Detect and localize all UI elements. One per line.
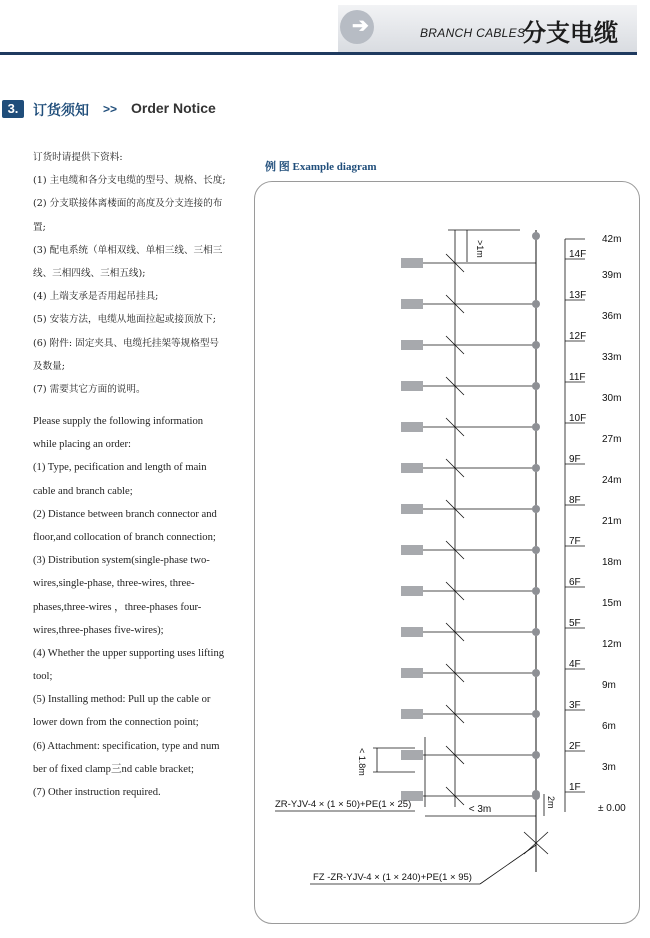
notice-line: (5) Installing method: Pull up the cable or xyxy=(33,694,211,706)
floor-label: 11F xyxy=(569,372,586,383)
connector-dot xyxy=(532,232,540,240)
branch-box xyxy=(401,381,423,391)
branch-box xyxy=(401,340,423,350)
header-divider xyxy=(0,52,637,55)
dim-horizontal-label: < 3m xyxy=(468,804,492,815)
height-label: 24m xyxy=(602,475,622,486)
floor-label: 13F xyxy=(569,290,587,301)
height-label: 42m xyxy=(602,234,622,245)
connector-dot xyxy=(532,710,540,718)
notice-line: wires,single-phase, three-wires, three- xyxy=(33,578,195,590)
floor-label: 14F xyxy=(569,249,587,260)
floor-label: 3F xyxy=(569,700,581,711)
notice-line: ber of fixed clamp三nd cable bracket; xyxy=(33,763,194,775)
branch-box xyxy=(401,627,423,637)
dim-bottom-label: 2m xyxy=(546,796,556,809)
branch-box xyxy=(401,709,423,719)
connector-dot xyxy=(532,751,540,759)
connector-dot xyxy=(532,382,540,390)
branch-box xyxy=(401,463,423,473)
feeder-cable-label: FZ -ZR-YJV-4 × (1 × 240)+PE(1 × 95) xyxy=(313,872,472,883)
notice-line: Please supply the following information xyxy=(33,416,204,427)
floor-label: 6F xyxy=(569,577,581,588)
notice-line: phases,three-wires ，three-phases four- xyxy=(33,601,202,613)
notice-line: 及数量; xyxy=(33,360,66,372)
notice-line: 置; xyxy=(33,221,46,233)
floor-label: 7F xyxy=(569,536,581,547)
section-title-cn: 订货须知 xyxy=(33,102,89,118)
connector-dot xyxy=(532,423,540,431)
notice-line: cable and branch cable; xyxy=(33,485,133,497)
notice-line: (1) 主电缆和各分支电缆的型号、规格、长度; xyxy=(33,175,226,187)
order-notice-en xyxy=(33,410,243,804)
example-diagram xyxy=(255,182,639,923)
dim-top-label: >1m xyxy=(475,240,485,258)
notice-line: (6) 附件: 固定夹具、电缆托挂架等规格型号 xyxy=(33,337,220,349)
example-diagram-title: 例 图 Example diagram xyxy=(265,161,377,173)
height-label: 33m xyxy=(602,352,622,363)
notice-line: (4) 上端支承是否用起吊挂具; xyxy=(33,291,159,303)
floor-label: 5F xyxy=(569,618,581,629)
height-label: 9m xyxy=(602,680,616,691)
header-title-cn: 分支电缆 xyxy=(522,20,618,47)
branch-box xyxy=(401,258,423,268)
height-label: 30m xyxy=(602,393,622,404)
height-label: ± 0.00 xyxy=(598,803,626,814)
notice-line: (2) Distance between branch connector and xyxy=(33,508,217,520)
branch-box xyxy=(401,668,423,678)
section-title-en: Order Notice xyxy=(131,100,216,116)
connector-dot xyxy=(532,300,540,308)
branch-box xyxy=(401,586,423,596)
circle-arrow-right-icon: ➔ xyxy=(352,15,369,37)
connector-dot xyxy=(532,546,540,554)
height-label: 3m xyxy=(602,762,616,773)
main-cable-label: ZR-YJV-4 × (1 × 50)+PE(1 × 25) xyxy=(275,799,412,810)
height-label: 36m xyxy=(602,311,622,322)
notice-line: (1) Type, pecification and length of main xyxy=(33,462,207,474)
connector-dot xyxy=(532,587,540,595)
height-label: 39m xyxy=(602,270,622,281)
notice-line: (7) 需要其它方面的说明。 xyxy=(33,383,146,395)
branch-box xyxy=(401,545,423,555)
section-arrows: >> xyxy=(103,102,118,116)
dim-branch-label: < 1.8m xyxy=(357,748,367,776)
height-label: 6m xyxy=(602,721,616,732)
feeder-label-leader xyxy=(480,845,536,884)
height-label: 15m xyxy=(602,598,622,609)
notice-line: (3) 配电系统（单相双线、单相三线、三相三 xyxy=(33,244,223,256)
example-diagram-frame xyxy=(254,181,640,924)
notice-line: while placing an order: xyxy=(33,439,131,451)
header-title-en: BRANCH CABLES xyxy=(420,26,526,40)
notice-line: floor,and collocation of branch connection; xyxy=(33,531,216,543)
notice-line: 线、三相四线、三相五线); xyxy=(33,267,146,279)
branch-box xyxy=(401,504,423,514)
floor-label: 4F xyxy=(569,659,581,670)
floor-label: 9F xyxy=(569,454,581,465)
notice-line: (3) Distribution system(single-phase two- xyxy=(33,555,210,567)
branch-box xyxy=(401,750,423,760)
notice-line: lower down from the connection point; xyxy=(33,717,199,729)
connector-dot xyxy=(532,464,540,472)
connector-dot xyxy=(532,505,540,513)
floor-label: 10F xyxy=(569,413,587,424)
section-number: 3. xyxy=(2,100,24,118)
notice-line: tool; xyxy=(33,671,53,683)
branch-box xyxy=(401,299,423,309)
floor-label: 2F xyxy=(569,741,581,752)
floor-label: 1F xyxy=(569,782,581,793)
notice-line: (7) Other instruction required. xyxy=(33,787,161,798)
height-label: 12m xyxy=(602,639,622,650)
notice-line: (2) 分支联接体离楼面的高度及分支连接的布 xyxy=(33,198,223,210)
connector-dot xyxy=(532,790,540,798)
notice-line: wires,three-phases five-wires); xyxy=(33,624,164,636)
notice-line: 订货时请提供下资料: xyxy=(33,152,123,163)
notice-line: (6) Attachment: specification, type and num xyxy=(33,740,220,752)
notice-line: (4) Whether the upper supporting uses lifting xyxy=(33,647,225,659)
floor-label: 12F xyxy=(569,331,587,342)
notice-line: (5) 安装方法，电缆从地面拉起或接顶放下; xyxy=(33,314,216,326)
connector-dot xyxy=(532,669,540,677)
connector-dot xyxy=(532,341,540,349)
connector-dot xyxy=(532,628,540,636)
height-label: 18m xyxy=(602,557,622,568)
height-label: 27m xyxy=(602,434,622,445)
branch-box xyxy=(401,422,423,432)
order-notice-cn xyxy=(33,146,243,401)
height-label: 21m xyxy=(602,516,622,527)
floor-label: 8F xyxy=(569,495,581,506)
